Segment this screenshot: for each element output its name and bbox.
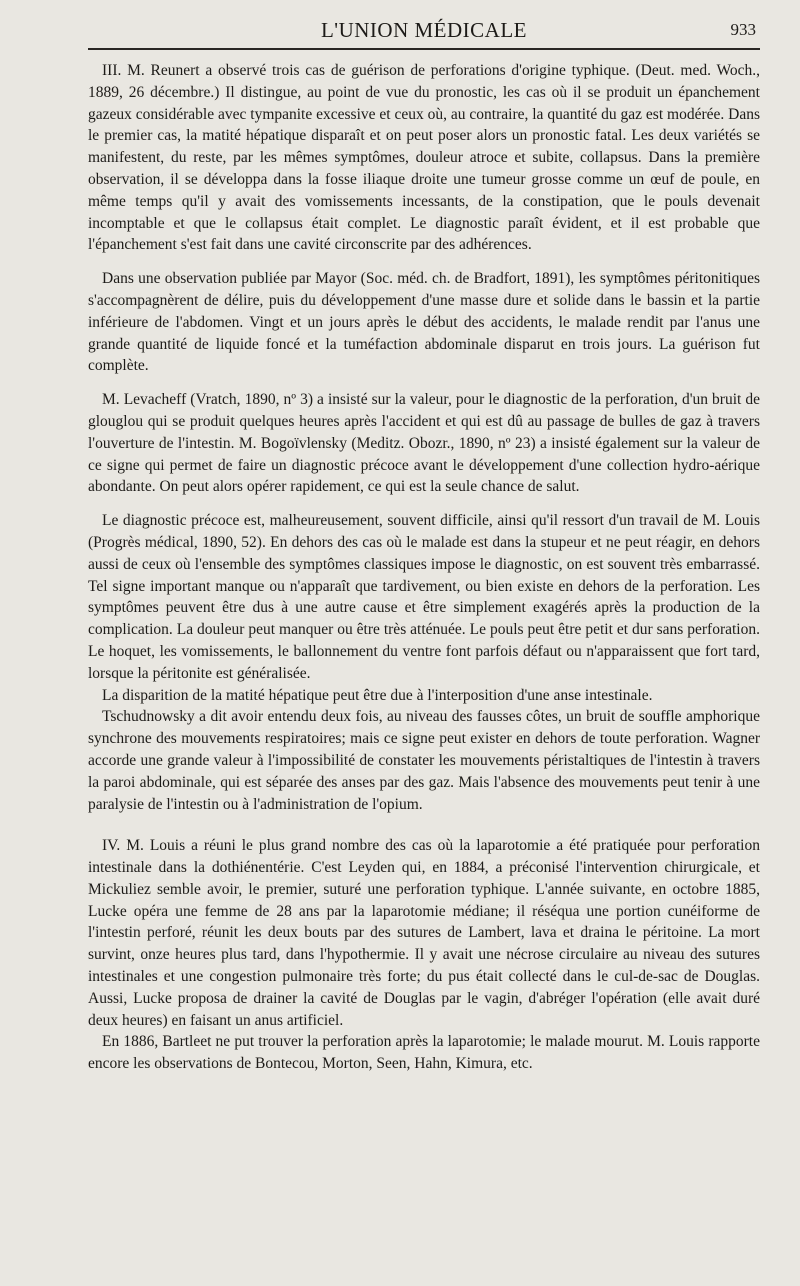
paragraph-mayor: Dans une observation publiée par Mayor (Soc. méd. ch. de Bradfort, 1891), les symptômes péritonitiques s'accompagnèrent de délire, puis du développement d'une masse dure et solide dans le bassin et la partie inférieure de l'abdomen. Vingt et un jours après le début des accidents, le malade rendit par l'anus une grande quantité de liquide foncé et la tuméfaction abdominale disparut en trois jours. La guérison fut complète.: [88, 270, 760, 375]
header-rule: [88, 48, 760, 50]
running-title: L'UNION MÉDICALE: [320, 18, 527, 42]
article-body: [88, 60, 760, 1075]
paragraph-louis: IV. M. Louis a réuni le plus grand nombre des cas où la laparotomie a été pratiquée pour perforation intestinale dans la dothiénentérie. C'est Leyden qui, en 1884, a préconisé l'intervention chirurgicale, et Mickuliez semble avoir, le premier, suturé une perforation typhique. L'année suivante, en octobre 1885, Lucke opéra une femme de 28 ans par la laparotomie médiane; il réséqua une portion cunéiforme de l'intestin perforé, réunit les deux bouts par des sutures de Lambert, lava et draina le péritoine. La mort survint, onze heures plus tard, dans l'hypothermie. Il y avait une nécrose circulaire au niveau des sutures intestinales et une congestion pulmonaire très forte; du pus était collecté dans le cul-de-sac de Douglas. Aussi, Lucke proposa de drainer la cavité de Douglas par le vagin, d'abréger l'opération (elle avait duré deux heures) en faisant un anus artificiel.: [88, 837, 760, 1029]
paragraph-tschudnowsky: Tschudnowsky a dit avoir entendu deux fois, au niveau des fausses côtes, un bruit de souffle amphorique synchrone des mouvements respiratoires; mais ce signe peut exister en dehors de toute perforation. Wagner accorde une grande valeur à l'impossibilité de constater les mouvements péristaltiques de l'intestin à travers la paroi abdominale, qui est séparée des anses par des gaz. Mais l'absence des mouvements peut tenir à une paralysie de l'intestin ou à l'administration de l'opium.: [88, 708, 760, 813]
paragraph-levacheff: M. Levacheff (Vratch, 1890, nº 3) a insisté sur la valeur, pour le diagnostic de la perforation, d'un bruit de glouglou qui se produit quelques heures après l'accident et qui est dû au passage de bulles de gaz à travers l'ouverture de l'intestin. M. Bogoïvlensky (Meditz. Obozr., 1890, nº 23) a insisté également sur la valeur de ce signe qui permet de faire un diagnostic précoce avant le développement d'une collection hydro-aérique abondante. On peut alors opérer rapidement, ce qui est la seule chance de salut.: [88, 391, 760, 496]
page-number: 933: [730, 20, 756, 39]
paragraph-reunert: III. M. Reunert a observé trois cas de guérison de perforations d'origine typhique. (Deut. med. Woch., 1889, 26 décembre.) Il distingue, au point de vue du pronostic, les cas où il se produit un épanchement gazeux considérable avec tympanite excessive et ceux où, au contraire, la quantité du gaz est modérée. Dans le premier cas, la matité hépatique disparaît et on peut poser alors un pronostic fatal. Les deux variétés se manifestent, du reste, par les mêmes symptômes, douleur atroce et subite, collapsus. Dans la première observation, il se développa dans la fosse iliaque droite une tumeur grosse comme un œuf de poule, en même temps qu'il y avait des vomissements incessants, de la constipation, que le pouls devenait incomptable et que le collapsus était complet. Le diagnostic paraît évident, et il est probable que l'épanchement s'est fait dans une cavité circonscrite par des adhérences.: [88, 62, 760, 254]
page-header: [88, 18, 760, 46]
paragraph-matite: La disparition de la matité hépatique peut être due à l'interposition d'une anse intestinale.: [102, 686, 653, 704]
paragraph-diagnostic: Le diagnostic précoce est, malheureusement, souvent difficile, ainsi qu'il ressort d'un travail de M. Louis (Progrès médical, 1890, 52). En dehors des cas où le malade est dans la stupeur et ne peut réagir, en dehors aussi de ceux où l'ensemble des symptômes classiques impose le diagnostic, on est souvent très embarrassé. Tel signe important manque ou n'apparaît que tardivement, ou bien existe en dehors de la perforation. Les symptômes peuvent être dus à une autre cause et être simplement exagérés après la production de la complication. La douleur peut manquer ou être très atténuée. Le pouls peut être petit et dur sans perforation. Le hoquet, les vomissements, le ballonnement du ventre font parfois défaut ou n'apparaissent que fort tard, lorsque la péritonite est généralisée.: [88, 512, 760, 682]
paragraph-bartleet: En 1886, Bartleet ne put trouver la perforation après la laparotomie; le malade mourut. M. Louis rapporte encore les observations de Bontecou, Morton, Seen, Hahn, Kimura, etc.: [88, 1033, 760, 1073]
